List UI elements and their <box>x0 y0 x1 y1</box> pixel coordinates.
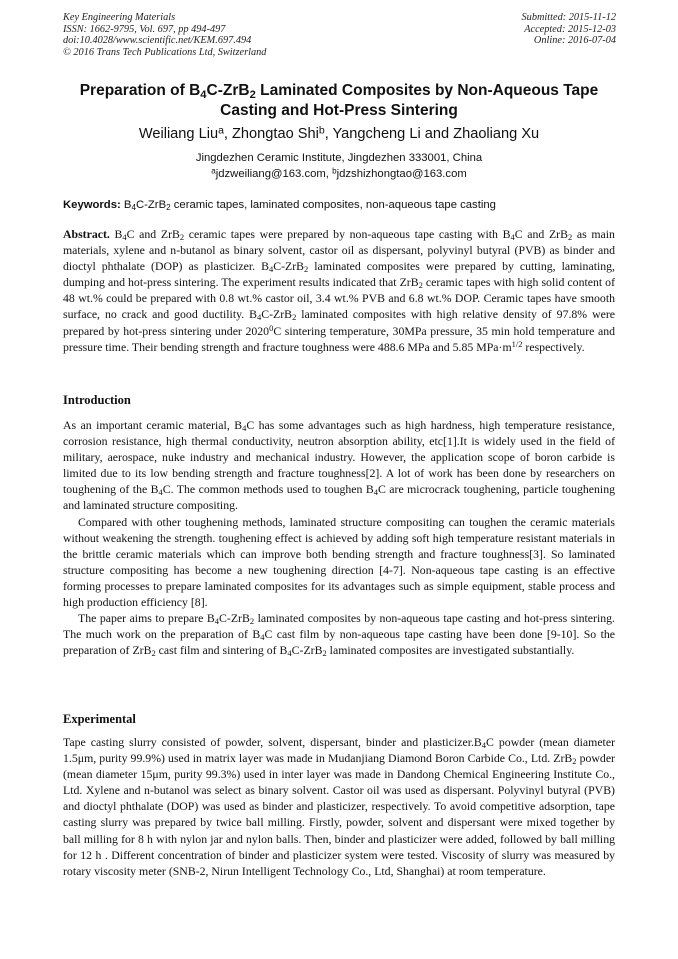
doi-line: doi:10.4028/www.scientific.net/KEM.697.494 <box>63 35 252 47</box>
experimental-heading: Experimental <box>63 712 136 726</box>
introduction-heading: Introduction <box>63 393 131 407</box>
submitted-date: Submitted: 2015-11-12 <box>521 12 616 23</box>
introduction-body <box>63 417 615 658</box>
experimental-body <box>63 734 615 879</box>
keywords: Keywords: $B_4C-ZrB_2$ ceramic tapes, laminated composites, non-aqueous tape casting <box>63 199 496 213</box>
keywords-label: Keywords: <box>63 199 121 211</box>
author-emails: $^a$jdzweiliang@163.com, $^b$jdzshizhongtao@163.com <box>211 166 467 180</box>
submission-dates <box>522 12 616 47</box>
copyright-line: © 2016 Trans Tech Publications Ltd, Switzerland <box>63 46 267 58</box>
paper-title: Preparation of $B_4C-ZrB_2$ Laminated Composites by Non-Aqueous Tape Casting and Hot-Press Sintering <box>79 82 599 119</box>
journal-info <box>63 12 266 58</box>
online-date: Online: 2016-07-04 <box>533 35 616 47</box>
intro-paragraph-1: As an important ceramic material, $B_4C$ has some advantages such as high hardness, high temperature resistance, corrosion resistance, high thermal conductivity, neutron absorption ability, etc[1].It is widely used in the field of military, aerospace, nuke industry and mechanical industry. However, the application scope of boron carbide is limited due to its low bending strength and fracture toughness[2]. A lot of work has been done by researchers on toughening of the $B_4C$. The common methods used to toughen $B_4C$ are microcrack toughening, particle toughening and laminated structure compositing. <box>63 418 615 513</box>
accepted-date: Accepted: 2015-12-03 <box>524 23 616 35</box>
email-link-b[interactable]: jdzshizhongtao@163.com <box>336 168 467 180</box>
abstract-label: Abstract. <box>63 227 110 241</box>
intro-paragraph-2: Compared with other toughening methods, laminated structure compositing can toughen the ceramic materials without weakening the strength. toughening effect is achieved by adding soft high temperature resistant materials in the brittle ceramic materials which can improve both bending strength and fracture toughness[3]. So laminated structure compositing has become a new toughening direction [4-7]. Non-aqueous tape casting is an effective forming processes to prepare laminated composites for its advantages such as simple equipment, stable process and high production efficiency [8]. <box>63 514 615 610</box>
issn-line: ISSN: 1662-9795, Vol. 697, pp 494-497 <box>63 23 226 35</box>
intro-paragraph-3: The paper aims to prepare $B_4C-ZrB_2$ laminated composites by non-aqueous tape casting and hot-press sintering. The much work on the preparation of $B_4C$ cast film by non-aqueous tape casting have been done [9-10]. So the preparation of ZrB$_2$ cast film and sintering of $B_4C-ZrB_2$ laminated composites are investigated substantially. <box>63 611 616 659</box>
affiliation: Jingdezhen Ceramic Institute, Jingdezhen 333001, China <box>195 152 483 164</box>
journal-name: Key Engineering Materials <box>63 12 176 23</box>
abstract: Abstract. $B_4C$ and ZrB$_2$ ceramic tapes were prepared by non-aqueous tape casting with $B_4C$ and ZrB$_2$ as main materials, xylene and n-butanol as binary solvent, castor oil as dispersant, polyvinyl butyral (PVB) as binder and dioctyl phthalate (DOP) as plasticizer. $B_4C-ZrB_2$ laminated composites were prepared by cutting, laminating, dumping and hot-press sintering. The experiment results indicated that ZrB$_2$ ceramic tapes with high solid content of 48 wt.% could be prepared with 0.8 wt.% castor oil, 3.4 wt.% PVB and 6.8 wt.% DOP. Ceramic tapes have smooth surface, no crack and good ductility. $B_4C-ZrB_2$ laminated composites with high relative density of 97.8% were prepared by hot-press sintering under 2020$^0$C sintering temperature, 30MPa pressure, 35 min hold temperature and pressure time. Their bending strength and fracture toughness were 488.6 MPa and 5.85 $MPa\cdot m^{1/2}$ respectively. <box>63 227 616 354</box>
email-link-a[interactable]: jdzweiliang@163.com, <box>215 168 333 180</box>
experimental-paragraph-1: Tape casting slurry consisted of powder, solvent, dispersant, binder and $plasticizer.B_4C$ powder (mean diameter 1.5μm, purity 99.9%) used in matrix layer was made in Mudanjiang Diamond Boron Carbide Co., Ltd. ZrB$_2$ powder (mean diameter 15μm, purity 99.3%) used in inter layer was made in Dandong Chemical Engineering Institute Co., Ltd. Xylene and n-butanol was select as binary solvent. Castor oil was used as dispersant. Polyvinyl butyral (PVB) and dioctyl phthalate (DOP) was used as binder and plasticizer, respectively. To avoid competitive adsorption, tape casting slurry was prepared by twice ball milling. Firstly, powder, solvent and dispersant were mixed together by ball milling for 8 h with nylon jar and nylon balls. Then, binder and plasticizer were added, followed by ball milling for 12 h . Different concentration of binder and plasticizer system were tested. Viscosity of slurry was measured by rotary viscosity meter (SNB-2, Nirun Intelligent Technology Co., Ltd, Shanghai) at room temperature. <box>63 735 616 878</box>
author-list: Weiliang Liu$^a$, Zhongtao Shi$^b$, Yangcheng Li and Zhaoliang Xu <box>138 124 540 142</box>
